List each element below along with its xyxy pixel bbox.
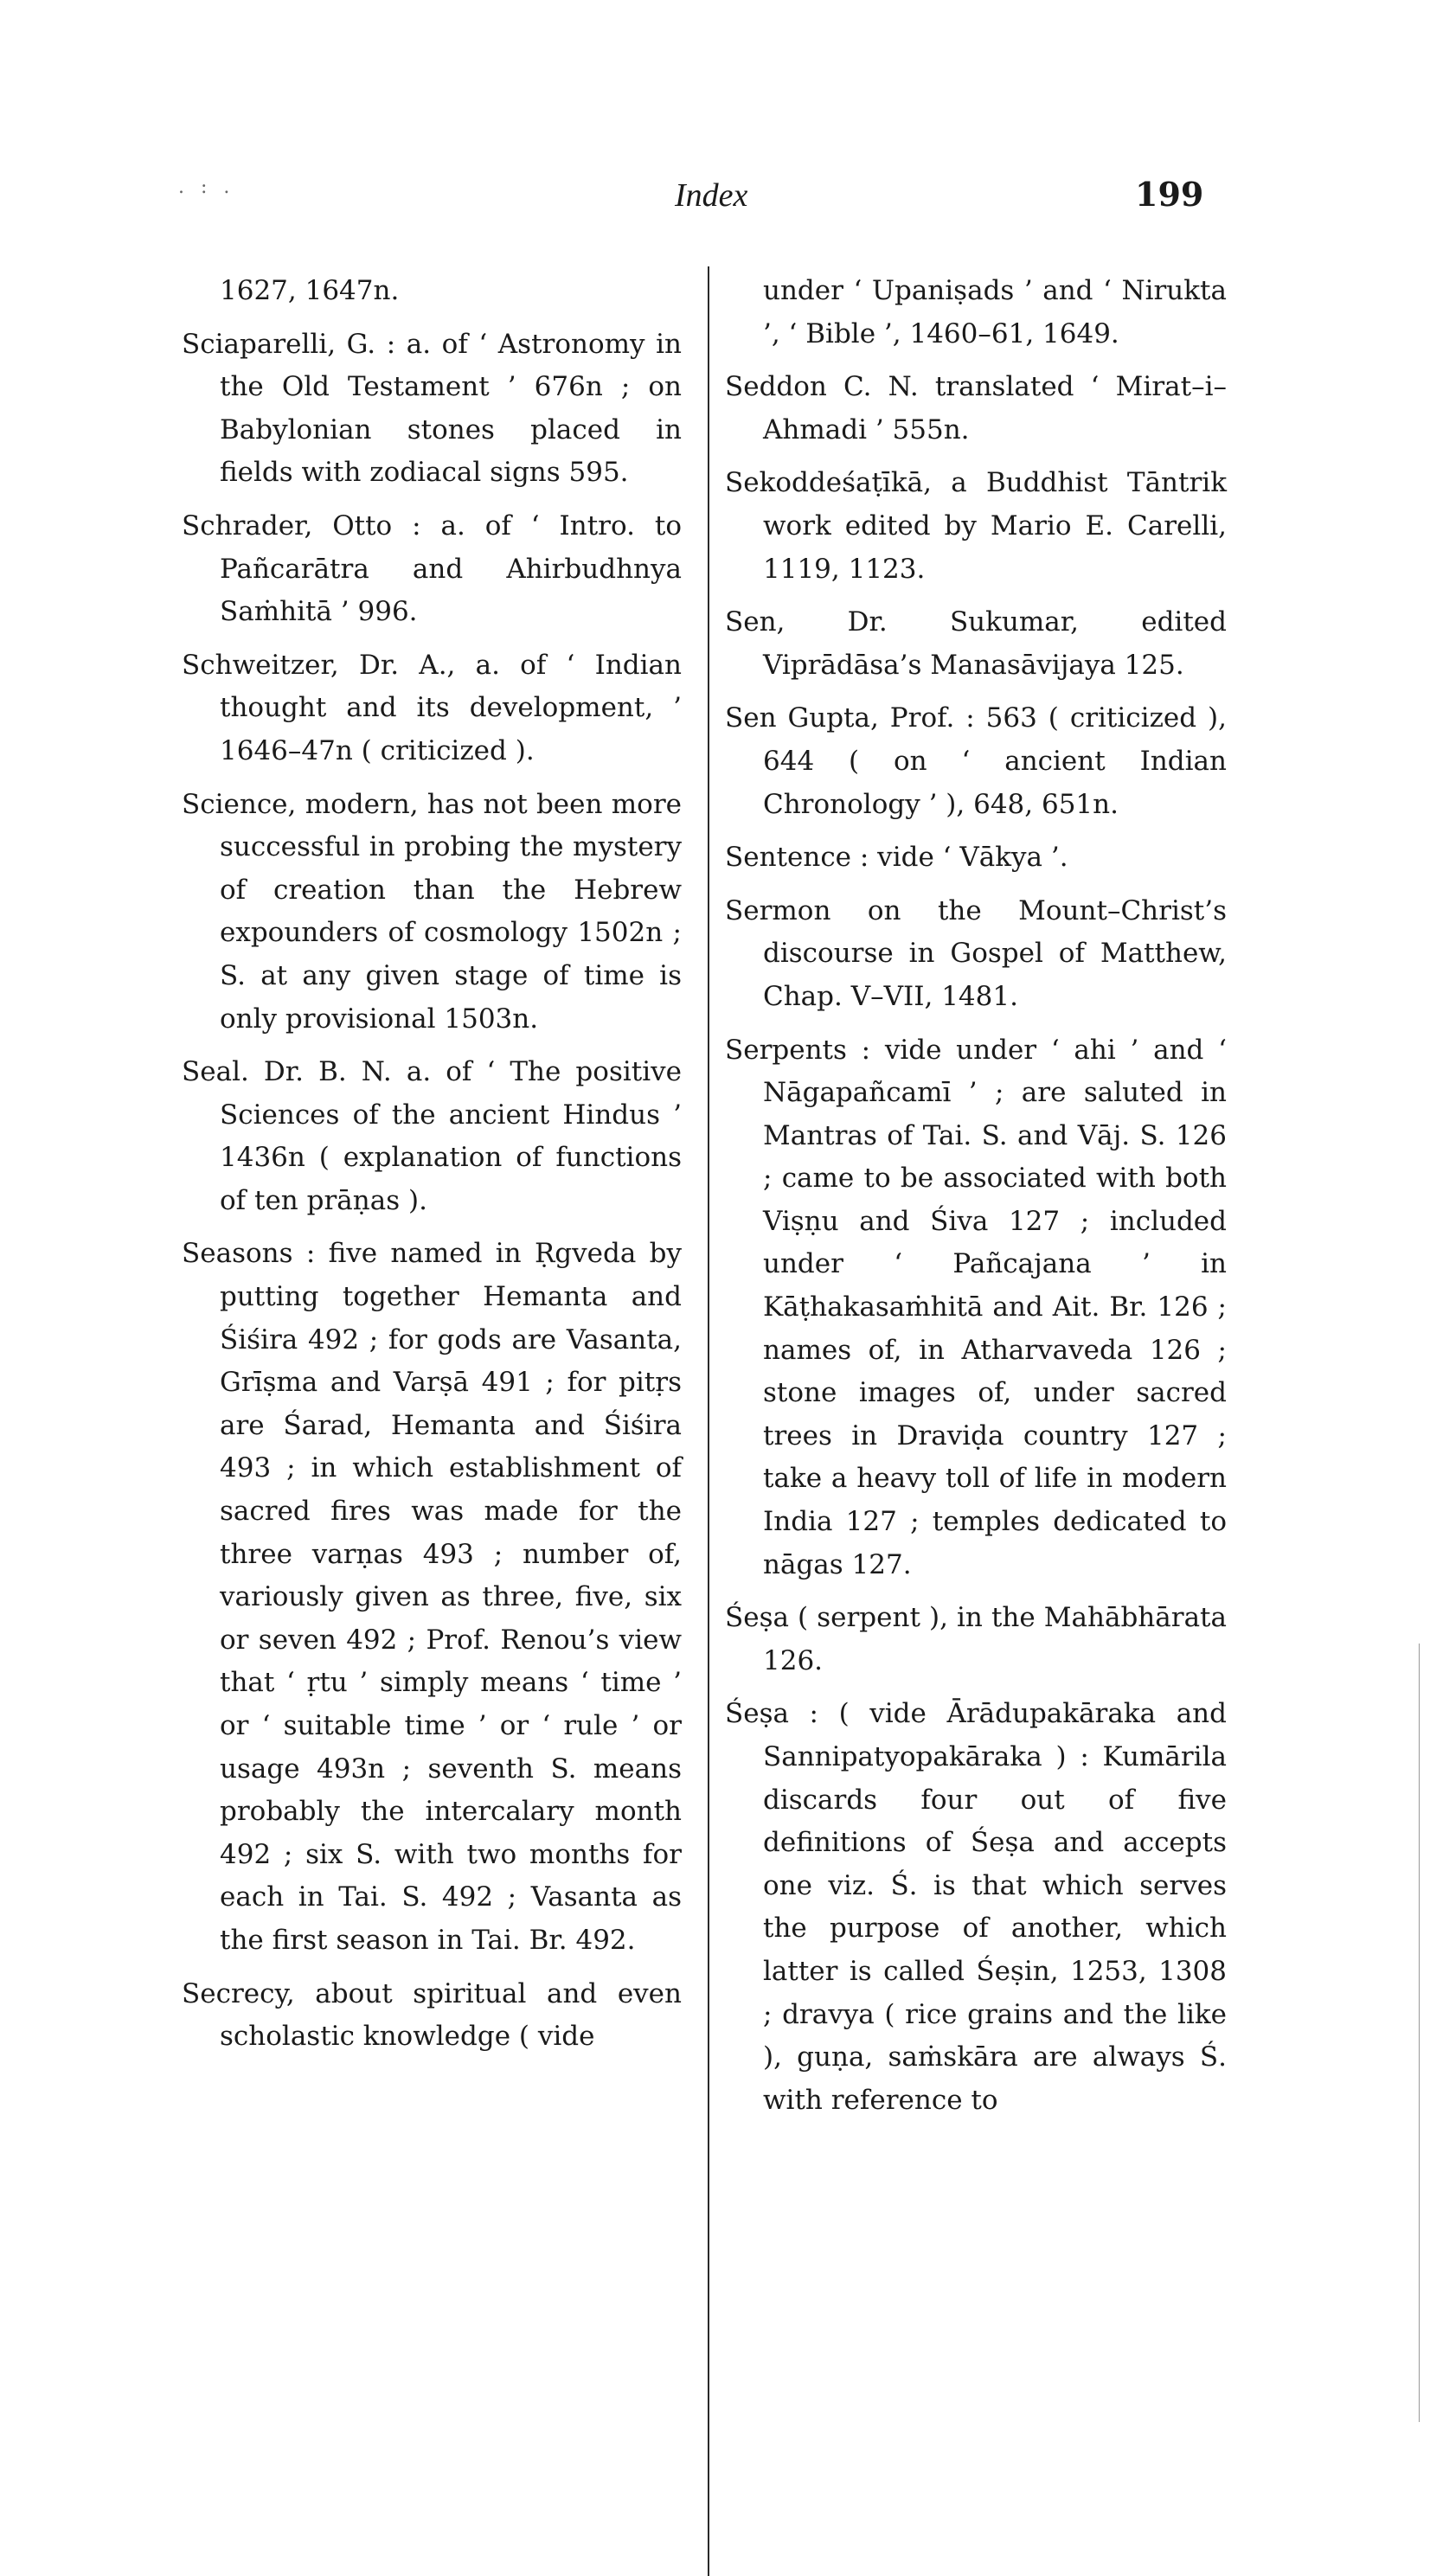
index-entry: Schrader, Otto : a. of ‘ Intro. to Pañcarātra and Ahirbudhnya Saṁhitā ’ 996. [182,509,682,628]
index-entry: Schweitzer, Dr. A., a. of ‘ Indian thought and its development, ’ 1646–47n ( criticized ). [182,649,682,766]
index-entry: under ‘ Upaniṣads ’ and ‘ Nirukta ’, ‘ Bible ’, 1460–61, 1649. [763,275,1227,349]
index-entry: Seddon C. N. translated ‘ Mirat–i–Ahmadi ’ 555n. [725,371,1227,445]
index-entry: Śeṣa : ( vide Ārādupakāraka and Sannipatyopakāraka ) : Kumārila discards four out of five definitions of Śeṣa and accepts one viz. Ś. is that which serves the purpose of another, which latter is called Śeṣin, 1253, 1308 ; dravya ( rice grains and the like ), guṇa, saṁskāra are always Ś. with reference to [725,1698,1227,2116]
index-entry: Seasons : five named in Ṛgveda by putting together Hemanta and Śiśira 492 ; for gods are Vasanta, Grīṣma and Varṣā 491 ; for pitṛs are Śarad, Hemanta and Śiśira 493 ; in which establishment of sacred fires was made for the three varṇas 493 ; number of, variously given as three, five, six or seven 492 ; Prof. Renou’s view that ‘ ṛtu ’ simply means ‘ time ’ or ‘ suitable time ’ or ‘ rule ’ or usage 493n ; seventh S. means probably the intercalary month 492 ; six S. with two months for each in Tai. S. 492 ; Vasanta as the first season in Tai. Br. 492. [182,1238,682,1956]
index-entry: Serpents : vide under ‘ ahi ’ and ‘ Nāgapañcamī ’ ; are saluted in Mantras of Tai. S. and Vāj. S. 126 ; came to be associated with both Viṣṇu and Śiva 127 ; included under ‘ Pañcajana ’ in Kāṭhakasaṁhitā and Ait. Br. 126 ; names of, in Atharvaveda 126 ; stone images of, under sacred trees in Draviḍa country 127 ; take a heavy toll of life in modern India 127 ; temples dedicated to nāgas 127. [725,1034,1227,1580]
index-entry: Sciaparelli, G. : a. of ‘ Astronomy in the Old Testament ’ 676n ; on Babylonian stones placed in fields with zodiacal signs 595. [182,328,682,489]
column-divider [708,266,709,2576]
page-title: Index [675,177,748,214]
scan-specks: . : . [178,176,235,198]
scan-edge-line [1419,1644,1420,2422]
index-entry: Sentence : vide ‘ Vākya ’. [725,842,1068,874]
index-entry: Sekoddeśaṭīkā, a Buddhist Tāntrik work edited by Mario E. Carelli, 1119, 1123. [725,467,1227,585]
index-entry: Secrecy, about spiritual and even scholastic knowledge ( vide [182,1977,682,2053]
index-entry: 1627, 1647n. [220,275,400,306]
page-number: 199 [1135,175,1204,214]
index-entry: Seal. Dr. B. N. a. of ‘ The positive Sciences of the ancient Hindus ’ 1436n ( explanation of functions of ten prāṇas ). [182,1056,682,1216]
index-entry: Science, modern, has not been more successful in probing the mystery of creation than the Hebrew expounders of cosmology 1502n ; S. at any given stage of time is only provisional 1503n. [182,788,682,1035]
index-entry: Sen Gupta, Prof. : 563 ( criticized ), 644 ( on ‘ ancient Indian Chronology ’ ), 648, 651n. [725,702,1227,820]
index-entry: Sen, Dr. Sukumar, edited Viprādāsa’s Manasāvijaya 125. [725,606,1227,681]
index-entry: Śeṣa ( serpent ), in the Mahābhārata 126. [725,1602,1227,1676]
left-column [182,270,682,2069]
index-entry: Sermon on the Mount–Christ’s discourse in Gospel of Matthew, Chap. V–VII, 1481. [725,894,1227,1012]
right-column [725,270,1227,2132]
